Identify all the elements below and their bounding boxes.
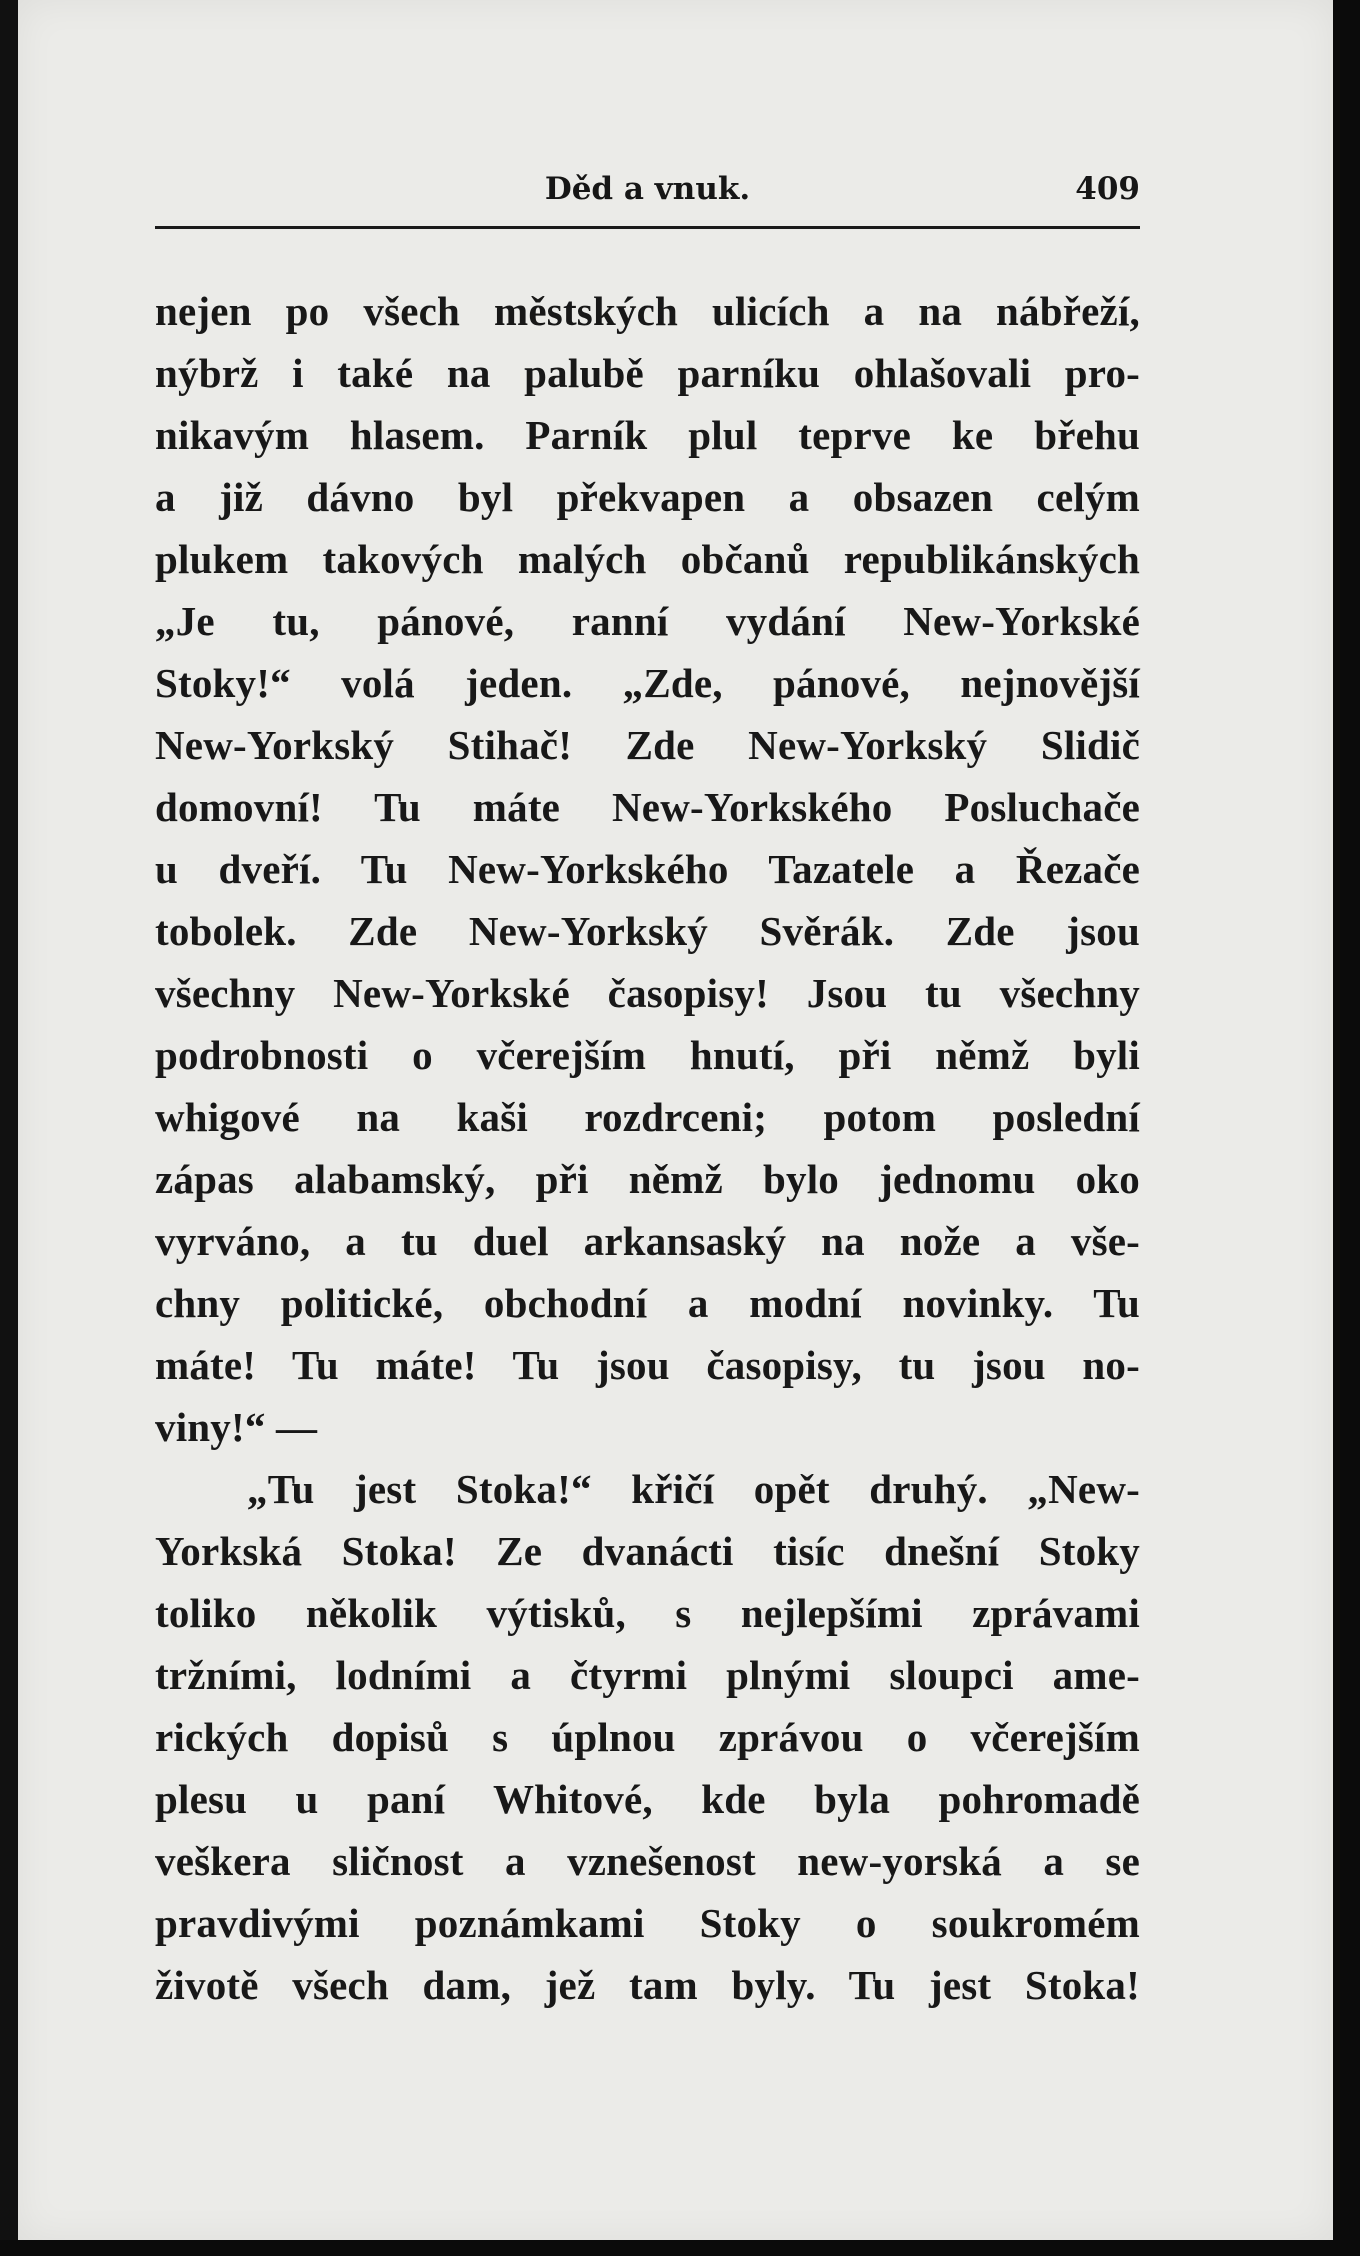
text-line: všechny New-Yorkské časopisy! Jsou tu všechny: [155, 970, 1140, 1016]
text-line: Stoky!“ volá jeden. „Zde, pánové, nejnovější: [155, 660, 1140, 706]
text-line: plukem takových malých občanů republikánských: [155, 536, 1140, 582]
text-line: a již dávno byl překvapen a obsazen celým: [155, 474, 1140, 520]
text-line: pravdivými poznámkami Stoky o soukromém: [155, 1900, 1140, 1946]
scan-right-border: [1333, 0, 1360, 2256]
text-line: veškera sličnost a vznešenost new-yorská a se: [155, 1838, 1140, 1884]
running-title: Děd a vnuk.: [544, 171, 751, 207]
text-line: whigové na kaši rozdrceni; potom poslední: [155, 1094, 1140, 1140]
text-line: rických dopisů s úplnou zprávou o včerejším: [155, 1714, 1140, 1760]
text-line: New-Yorkský Stihač! Zde New-Yorkský Slidič: [155, 722, 1140, 768]
text-line: Yorkská Stoka! Ze dvanácti tisíc dnešní Stoky: [155, 1528, 1140, 1574]
text-line: tobolek. Zde New-Yorkský Svěrák. Zde jsou: [155, 908, 1140, 954]
text-line: „Je tu, pánové, ranní vydání New-Yorkské: [155, 598, 1140, 644]
text-line: nejen po všech městských ulicích a na nábřeží,: [155, 288, 1140, 334]
text-line: domovní! Tu máte New-Yorkského Posluchače: [155, 784, 1140, 830]
text-line: viny!“ —: [155, 1404, 318, 1450]
text-line: chny politické, obchodní a modní novinky. Tu: [155, 1280, 1140, 1326]
scan-left-border: [0, 0, 18, 2256]
text-line: „Tu jest Stoka!“ křičí opět druhý. „New-: [247, 1466, 1140, 1512]
text-line: toliko několik výtisků, s nejlepšími zprávami: [155, 1590, 1140, 1636]
text-line: vyrváno, a tu duel arkansaský na nože a vše-: [155, 1218, 1140, 1264]
text-line: zápas alabamský, při němž bylo jednomu oko: [155, 1156, 1140, 1202]
page-header: [155, 165, 1140, 225]
scan-bottom-border: [0, 2240, 1360, 2256]
paragraph-1: [155, 280, 1140, 1458]
header-rule: [155, 226, 1140, 229]
paragraph-2: [155, 1458, 1140, 2016]
text-line: životě všech dam, jež tam byly. Tu jest Stoka!: [155, 1962, 1140, 2008]
text-line: nýbrž i také na palubě parníku ohlašovali pro-: [155, 350, 1140, 396]
text-line: u dveří. Tu New-Yorkského Tazatele a Řezače: [155, 846, 1140, 892]
body-text: [155, 280, 1140, 2016]
text-line: tržními, lodními a čtyrmi plnými sloupci ame-: [155, 1652, 1140, 1698]
page-number: 409: [1075, 171, 1140, 207]
text-line: nikavým hlasem. Parník plul teprve ke břehu: [155, 412, 1140, 458]
text-line: plesu u paní Whitové, kde byla pohromadě: [155, 1776, 1140, 1822]
text-line: máte! Tu máte! Tu jsou časopisy, tu jsou no-: [155, 1342, 1140, 1388]
text-line: podrobnosti o včerejším hnutí, při němž byli: [155, 1032, 1140, 1078]
